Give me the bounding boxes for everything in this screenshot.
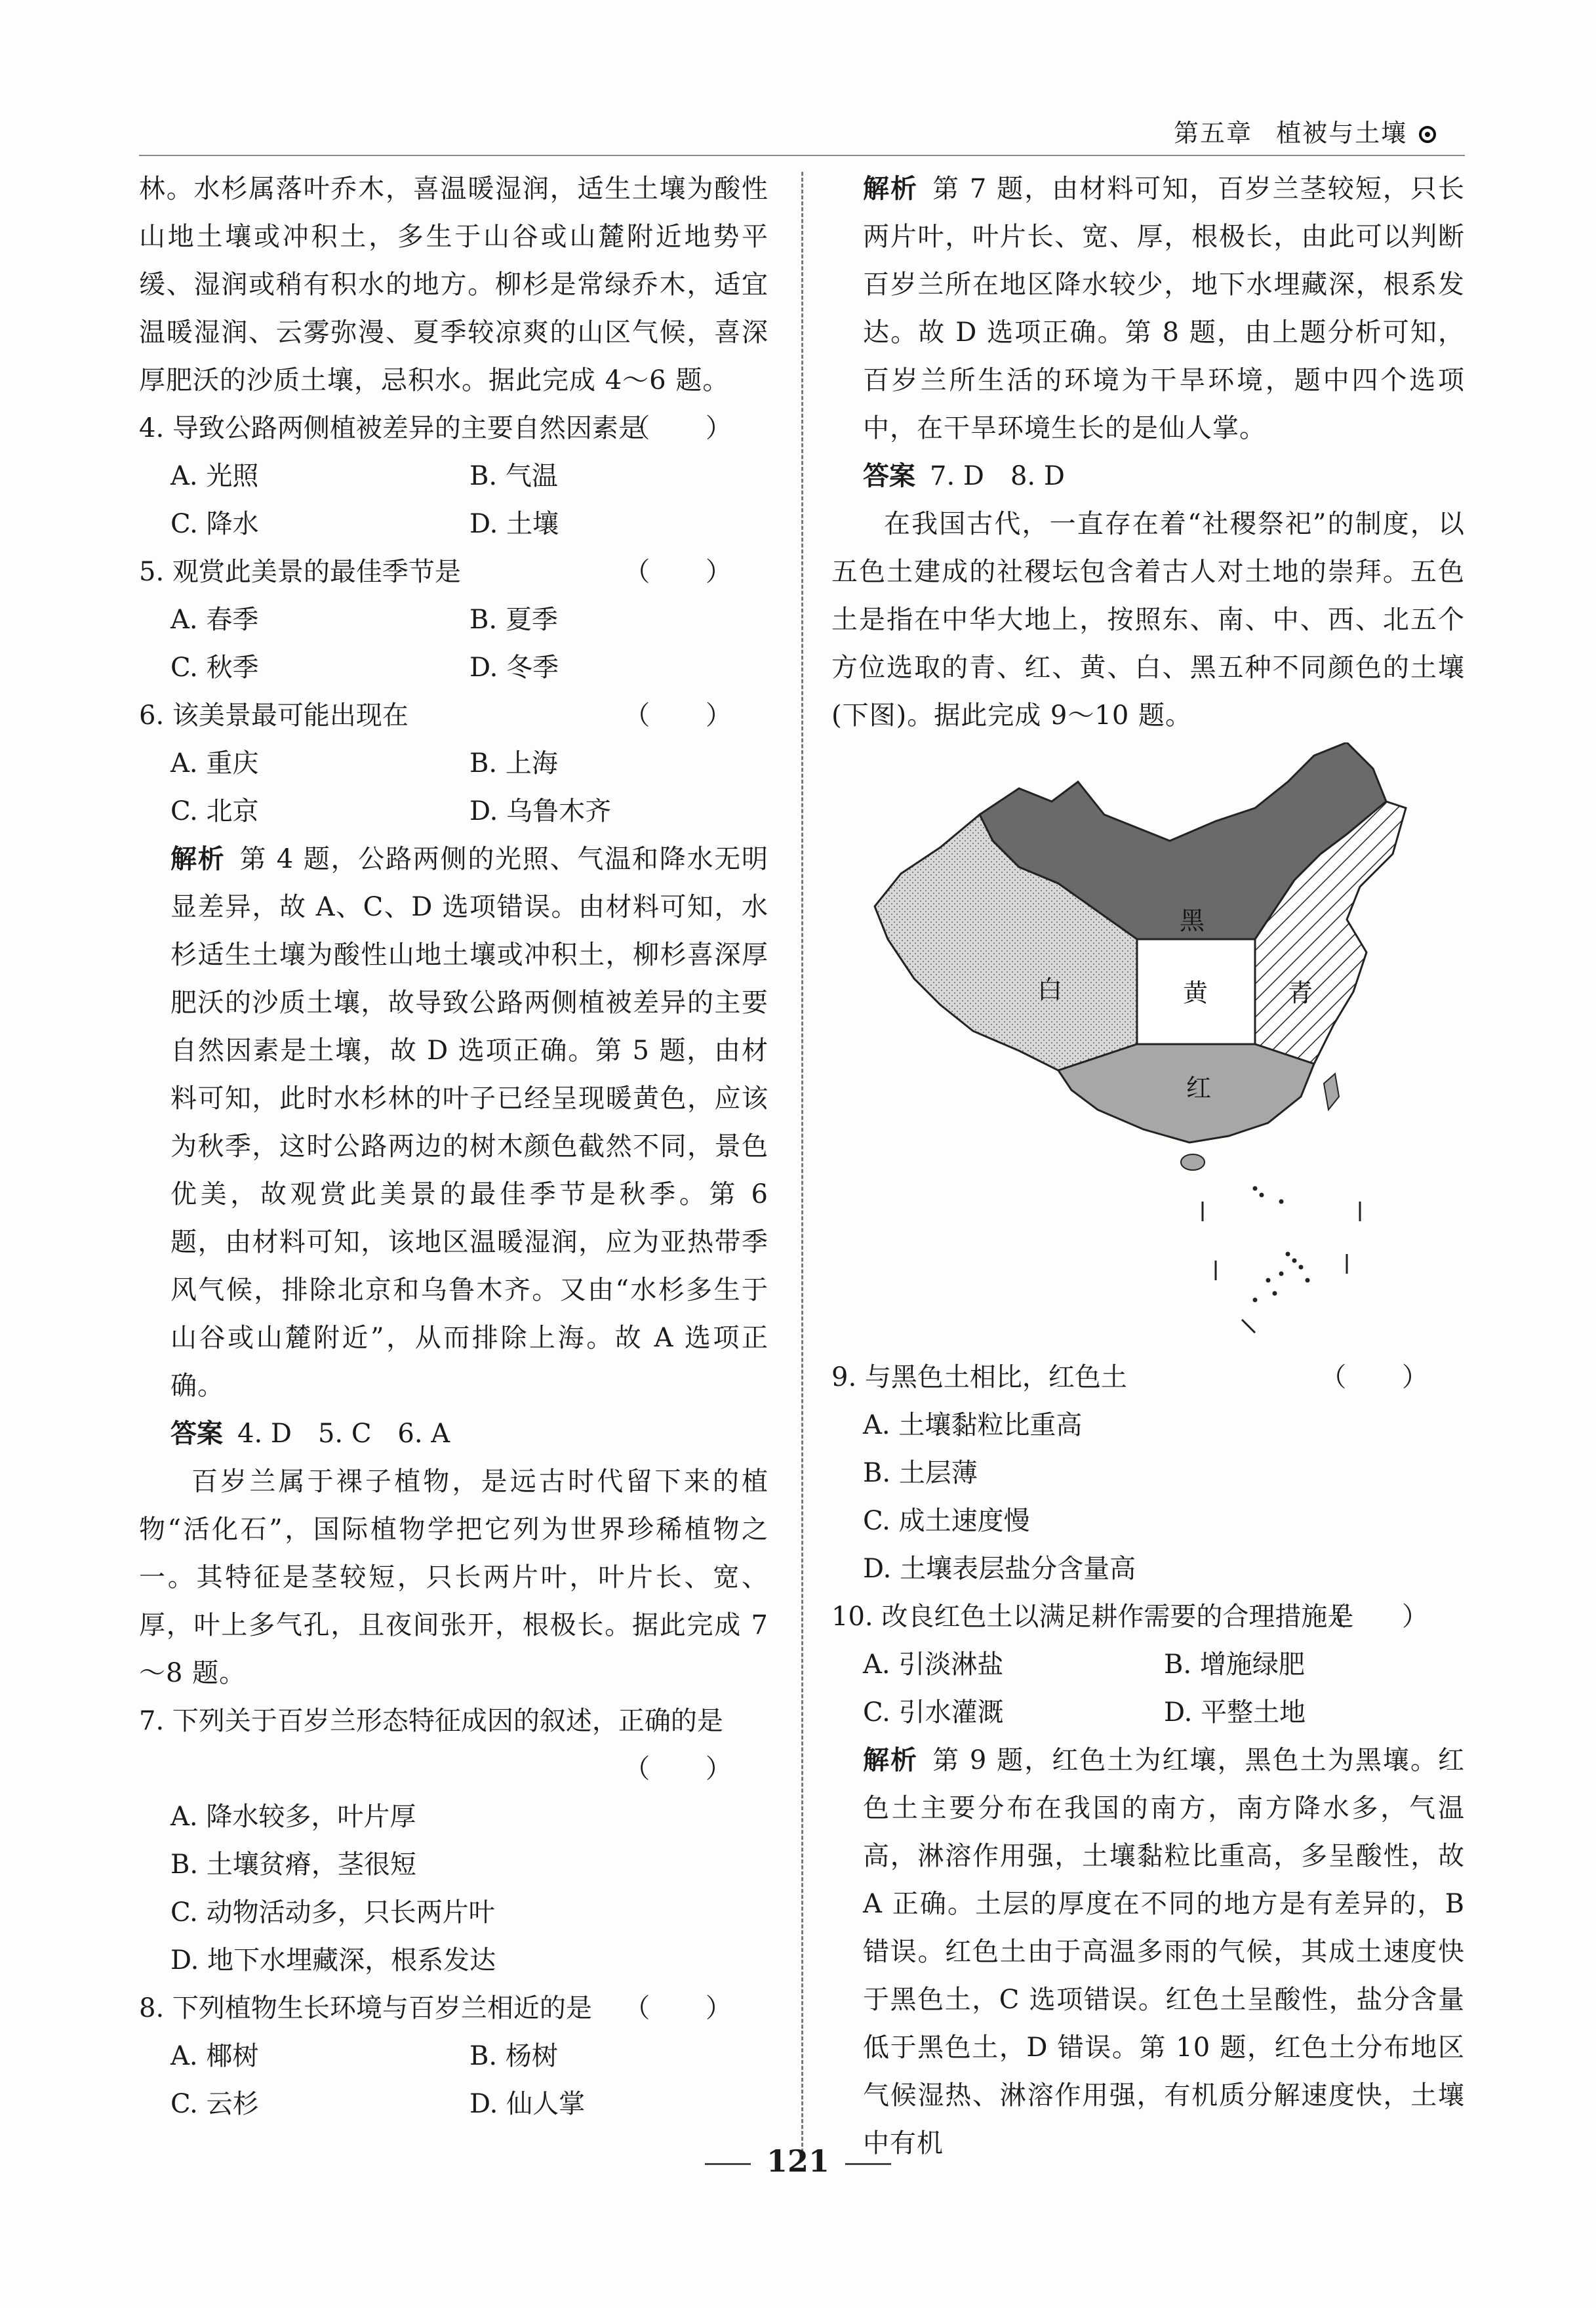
question-7	[139, 1697, 768, 1793]
option-c: C. 降水	[170, 509, 259, 539]
answer-blank: （ ）	[624, 700, 755, 731]
analysis-text: 第 9 题，红色土为红壤，黑色土为黑壤。红色土主要分布在我国的南方，南方降水多，气温高，淋溶作用强，土壤黏粒比重高，多呈酸性，故 A 正确。土层的厚度在不同的地方是有差异的，B 错误。红色土由于高温多雨的气候，其成土速度快于黑色土，C 选项错误。红色土呈酸性，盐分含量低于黑色土，D 错误。第 10 题，红色土分布地区气候湿热、淋溶作用强，有机质分解速度快，土壤中有机	[863, 1745, 1465, 2158]
five-color-soil-map	[831, 740, 1465, 1354]
answer-blank: （ ）	[624, 1993, 755, 2023]
answer-label: 答案	[170, 1419, 223, 1449]
answer-block	[831, 453, 1465, 500]
answer-label: 答案	[863, 461, 915, 491]
analysis-label: 解析	[863, 174, 919, 204]
question-10-options	[831, 1641, 1465, 1737]
question-stem: 10. 改良红色土以满足耕作需要的合理措施是	[831, 1602, 1354, 1632]
option-d: D. 平整土地	[1164, 1697, 1306, 1728]
option-d: D. 土壤	[469, 509, 559, 539]
china-soil-map-figure	[862, 742, 1426, 1346]
right-column	[831, 165, 1465, 2168]
analysis-block	[139, 836, 768, 1410]
question-stem: 5. 观赏此美景的最佳季节是	[139, 557, 461, 587]
analysis-label: 解析	[863, 1745, 919, 1775]
question-stem: 8. 下列植物生长环境与百岁兰相近的是	[139, 1993, 592, 2023]
passage-five-color-soil: 在我国古代，一直存在着“社稷祭祀”的制度，以五色土建成的社稷坛包含着古人对土地的崇拜。五色土是指在中华大地上，按照东、南、中、西、北五个方位选取的青、红、黄、白、黑五种不同颜色的土壤(下图)。据此完成 9～10 题。	[831, 509, 1465, 731]
question-5-options	[139, 596, 768, 692]
label-red: 红	[1186, 1074, 1212, 1103]
bullet-icon	[1419, 126, 1436, 143]
option-c: C. 北京	[170, 796, 259, 826]
option-b: B. 杨树	[469, 2041, 558, 2071]
option-b: B. 夏季	[469, 605, 558, 635]
question-stem: 7. 下列关于百岁兰形态特征成因的叙述，正确的是	[139, 1706, 723, 1736]
answer-blank: （ ）	[624, 1754, 755, 1784]
question-6	[139, 692, 768, 740]
header-rule	[139, 155, 1465, 156]
chapter-title: 植被与土壤	[1276, 119, 1408, 148]
analysis-block	[831, 1737, 1465, 2168]
left-column	[139, 165, 768, 2128]
island-taiwan	[1324, 1074, 1339, 1110]
option-b: B. 土壤贫瘠，茎很短	[170, 1850, 416, 1880]
label-black: 黑	[1180, 906, 1205, 935]
question-4	[139, 405, 768, 453]
question-stem: 6. 该美景最可能出现在	[139, 700, 409, 731]
analysis-text: 第 4 题，公路两侧的光照、气温和降水无明显差异，故 A、C、D 选项错误。由材料可知，水杉适生土壤为酸性山地土壤或冲积土，柳杉喜深厚肥沃的沙质土壤，故导致公路两侧植被差异的主要自然因素是土壤，故 D 选项正确。第 5 题，由材料可知，此时水杉林的叶子已经呈现暖黄色，应该为秋季，这时公路两边的树木颜色截然不同，景色优美，故观赏此美景的最佳季节是秋季。第 6 题，由材料可知，该地区温暖湿润，应为亚热带季风气候，排除北京和乌鲁木齐。又由“水杉多生于山谷或山麓附近”，从而排除上海。故 A 选项正确。	[170, 844, 769, 1401]
label-yellow: 黄	[1183, 979, 1208, 1007]
option-c: C. 引水灌溉	[863, 1697, 1004, 1728]
answer-text: 4. D 5. C 6. A	[237, 1419, 450, 1449]
question-8-options	[139, 2033, 768, 2128]
option-d: D. 地下水埋藏深，根系发达	[170, 1945, 496, 1975]
answer-blank: （ ）	[624, 557, 755, 587]
option-b: B. 上海	[469, 748, 558, 779]
option-b: B. 土层薄	[863, 1458, 978, 1488]
question-9-options	[831, 1402, 1465, 1593]
option-c: C. 动物活动多，只长两片叶	[170, 1897, 495, 1928]
chapter-number: 第五章	[1174, 119, 1253, 148]
answer-block	[139, 1410, 768, 1458]
passage-continuation: 林。水杉属落叶乔木，喜温暖湿润，适生土壤为酸性山地土壤或冲积土，多生于山谷或山麓附近地势平缓、湿润或稍有积水的地方。柳杉是常绿乔木，适宜温暖湿润、云雾弥漫、夏季较凉爽的山区气候，喜深厚肥沃的沙质土壤，忌积水。据此完成 4～6 题。	[139, 174, 768, 395]
question-stem: 9. 与黑色土相比，红色土	[831, 1362, 1127, 1392]
option-d: D. 乌鲁木齐	[469, 796, 612, 826]
answer-blank: （ ）	[1320, 1362, 1452, 1392]
label-white: 白	[1037, 975, 1063, 1004]
column-divider	[801, 172, 803, 2153]
page-number	[0, 2143, 1596, 2179]
option-c: C. 云杉	[170, 2089, 259, 2119]
question-stem: 4. 导致公路两侧植被差异的主要自然因素是	[139, 413, 645, 443]
option-a: A. 春季	[170, 605, 259, 635]
answer-text: 7. D 8. D	[930, 461, 1065, 491]
question-5	[139, 548, 768, 596]
label-cyan: 青	[1288, 979, 1313, 1007]
analysis-text: 第 7 题，由材料可知，百岁兰茎较短，只长两片叶，叶片长、宽、厚，根极长，由此可以判断百岁兰所在地区降水较少，地下水埋藏深，根系发达。故 D 选项正确。第 8 题，由上题分析可知，百岁兰所生活的环境为干旱环境，题中四个选项中，在干旱环境生长的是仙人掌。	[863, 174, 1465, 443]
option-a: A. 光照	[170, 461, 259, 491]
option-c: C. 秋季	[170, 653, 259, 683]
option-b: B. 气温	[469, 461, 558, 491]
page-dash-right	[845, 2163, 891, 2165]
option-a: A. 重庆	[170, 748, 259, 779]
question-7-options	[139, 1793, 768, 1985]
answer-blank: （ ）	[1320, 1602, 1452, 1632]
page-number-text: 121	[766, 2143, 830, 2179]
analysis-block	[831, 165, 1465, 453]
island-hainan	[1181, 1154, 1205, 1170]
option-d: D. 土壤表层盐分含量高	[863, 1554, 1136, 1584]
option-b: B. 增施绿肥	[1164, 1650, 1305, 1680]
option-d: D. 仙人掌	[469, 2089, 586, 2119]
answer-blank: （ ）	[624, 413, 755, 443]
south-sea-islands	[1203, 1187, 1360, 1333]
option-a: A. 降水较多，叶片厚	[170, 1802, 416, 1832]
chapter-header	[1174, 113, 1449, 149]
question-9	[831, 1354, 1465, 1402]
analysis-label: 解析	[170, 844, 226, 874]
passage-welwitschia: 百岁兰属于裸子植物，是远古时代留下来的植物“活化石”，国际植物学把它列为世界珍稀植物之一。其特征是茎较短，只长两片叶，叶片长、宽、厚，叶上多气孔，且夜间张开，根极长。据此完成 7～8 题。	[139, 1467, 768, 1688]
option-a: A. 椰树	[170, 2041, 259, 2071]
question-6-options	[139, 740, 768, 836]
question-8	[139, 1985, 768, 2033]
page-dash-left	[705, 2163, 751, 2165]
option-a: A. 引淡淋盐	[863, 1650, 1004, 1680]
option-a: A. 土壤黏粒比重高	[863, 1410, 1083, 1440]
option-d: D. 冬季	[469, 653, 559, 683]
question-10	[831, 1593, 1465, 1641]
option-c: C. 成土速度慢	[863, 1506, 1030, 1536]
question-4-options	[139, 453, 768, 548]
